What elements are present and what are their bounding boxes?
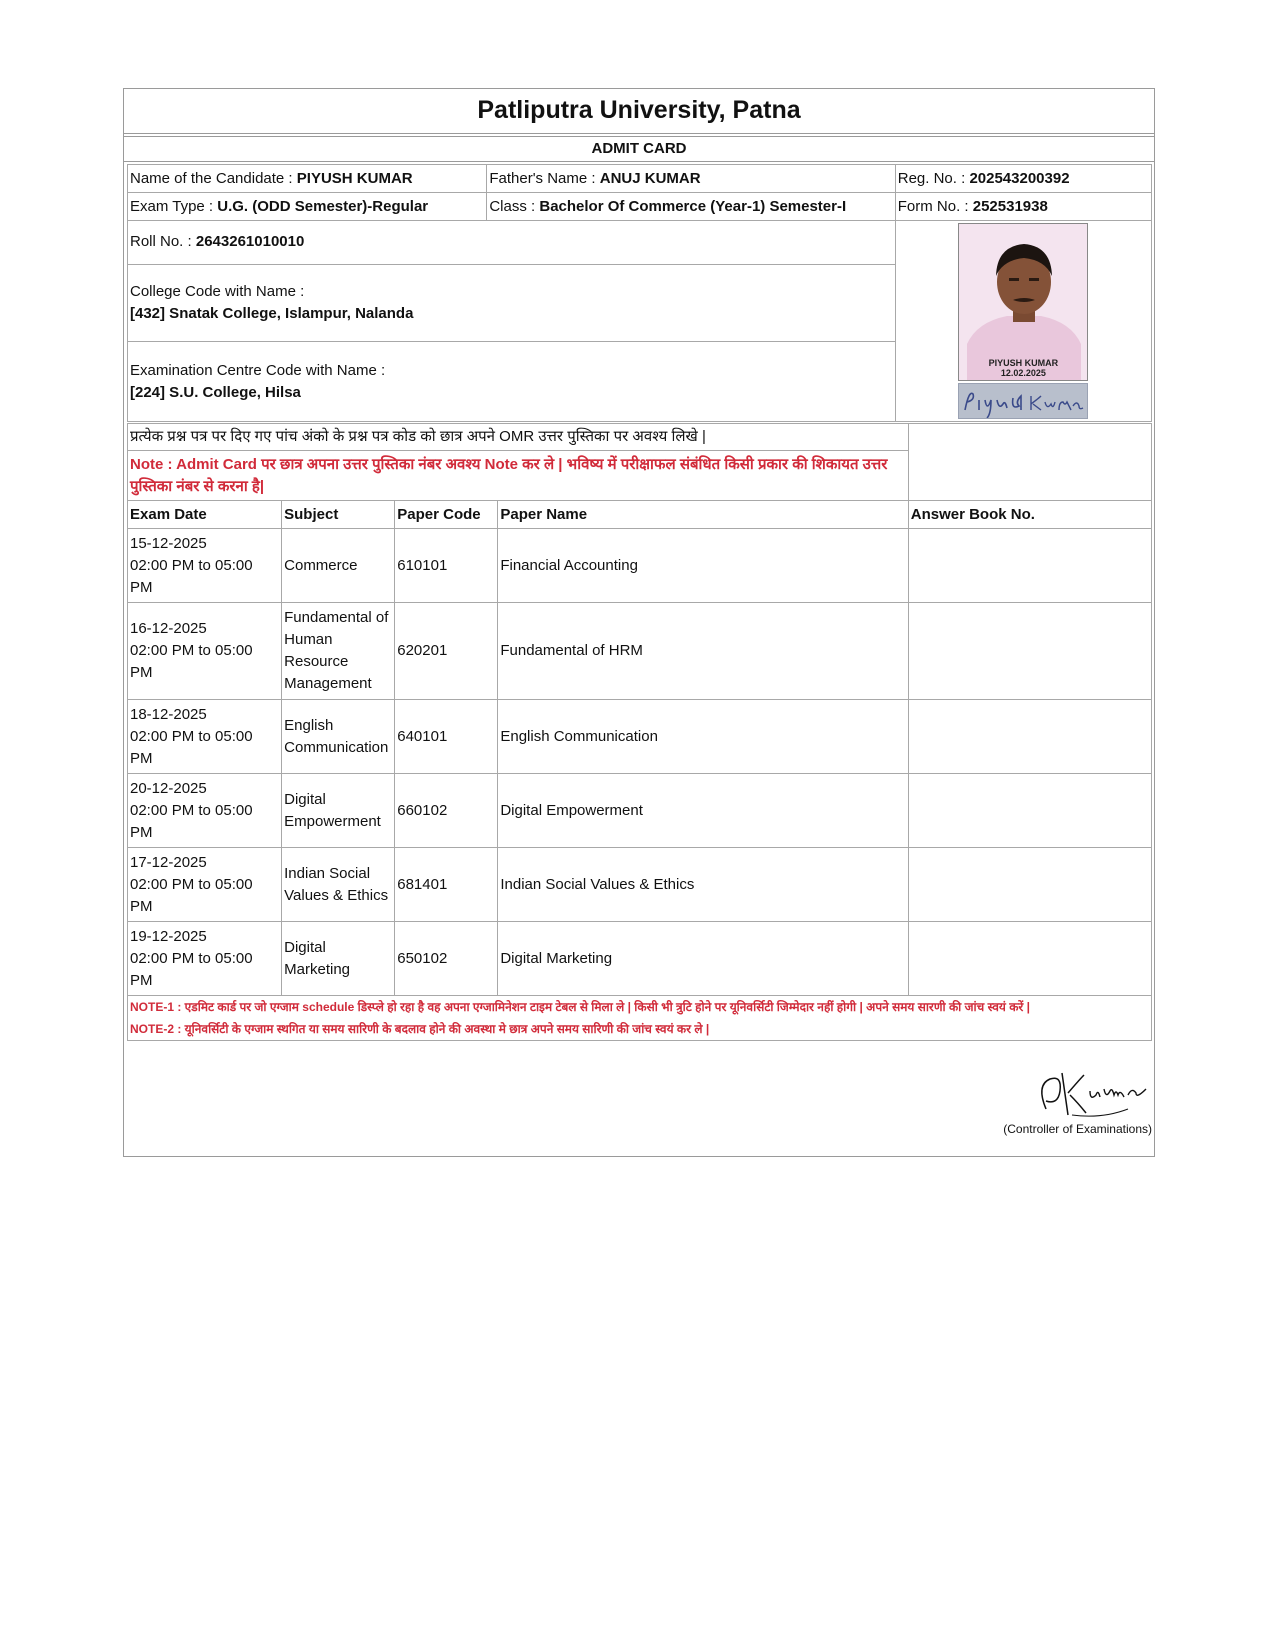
header-answer-book: Answer Book No. <box>908 501 1151 529</box>
table-row <box>128 774 1152 848</box>
exam-type: U.G. (ODD Semester)-Regular <box>217 197 429 215</box>
centre-label: Examination Centre Code with Name : <box>130 361 386 379</box>
paper-code-cell: 620201 <box>395 603 498 700</box>
header-paper-code: Paper Code <box>395 501 498 529</box>
roll-no: 2643261010010 <box>195 233 305 251</box>
exam-date-cell <box>128 529 282 603</box>
paper-name-cell: Indian Social Values & Ethics <box>498 848 908 922</box>
father-name-cell <box>487 165 895 193</box>
controller-signature-icon <box>1032 1065 1152 1119</box>
reg-no-cell <box>895 165 1151 193</box>
subject-cell: English Communication <box>282 700 395 774</box>
candidate-info-table <box>127 164 1152 422</box>
photo-cell <box>895 221 1151 422</box>
college-label: College Code with Name : <box>130 283 305 301</box>
subject-cell: Indian Social Values & Ethics <box>282 848 395 922</box>
exam-type-cell <box>128 193 487 221</box>
note-1: NOTE-1 : एडमिट कार्ड पर जो एग्जाम schedule डिस्प्ले हो रहा है वह अपना एग्जामिनेशन टाइम टेबल से मिला ले | किसी भी त्रुटि होने पर यूनिवर्सिटी जिम्मेदार नहीं होगी | अपने समय सारणी की जांच स्वयं करें | <box>130 1000 1031 1014</box>
subject-cell: Digital Marketing <box>282 922 395 996</box>
answer-book-cell <box>908 848 1151 922</box>
signature-icon <box>959 384 1087 418</box>
class-cell <box>487 193 895 221</box>
roll-no-cell <box>128 221 896 265</box>
college-cell <box>128 264 896 342</box>
reg-no: 202543200392 <box>969 169 1070 187</box>
exam-time: 02:00 PM to 05:00 PM <box>130 949 253 989</box>
exam-date-cell <box>128 848 282 922</box>
answer-book-note: Note : Admit Card पर छात्र अपना उत्तर पुस्तिका नंबर अवश्य Note कर ले | भविष्य में परीक्षाफल संबंधित किसी प्रकार की शिकायत उत्तर पुस्तिका नंबर से करना है| <box>128 451 909 501</box>
candidate-photo <box>958 223 1088 381</box>
instruction-blank-cell <box>908 424 1151 501</box>
subject-cell: Fundamental of Human Resource Management <box>282 603 395 700</box>
exam-date: 19-12-2025 <box>130 927 207 945</box>
college-name: [432] Snatak College, Islampur, Nalanda <box>130 305 414 323</box>
centre-cell <box>128 342 896 422</box>
photo-caption-date: 12.02.2025 <box>1000 368 1046 378</box>
answer-book-cell <box>908 922 1151 996</box>
paper-name-cell: Fundamental of HRM <box>498 603 908 700</box>
exam-time: 02:00 PM to 05:00 PM <box>130 727 253 767</box>
table-row <box>128 529 1152 603</box>
reg-no-label: Reg. No. : <box>897 169 970 187</box>
roll-no-label: Roll No. : <box>130 233 196 251</box>
omr-instruction: प्रत्येक प्रश्न पत्र पर दिए गए पांच अंको के प्रश्न पत्र कोड को छात्र अपने OMR उत्तर पुस्तिका पर अवश्य लिखे | <box>128 424 909 451</box>
paper-name-cell: English Communication <box>498 700 908 774</box>
subject-cell: Digital Empowerment <box>282 774 395 848</box>
answer-book-cell <box>908 529 1151 603</box>
exam-time: 02:00 PM to 05:00 PM <box>130 875 253 915</box>
exam-date: 16-12-2025 <box>130 620 207 637</box>
table-row <box>128 700 1152 774</box>
note-2: NOTE-2 : यूनिवर्सिटी के एग्जाम स्थगित या समय सारिणी के बदलाव होने की अवस्था मे छात्र अपने समय सारिणी की जांच स्वयं कर ले | <box>130 1022 710 1036</box>
photo-caption <box>959 358 1087 378</box>
exam-time: 02:00 PM to 05:00 PM <box>130 642 253 681</box>
header-paper-name: Paper Name <box>498 501 908 529</box>
exam-date-cell <box>128 603 282 700</box>
exam-date: 20-12-2025 <box>130 779 207 797</box>
paper-code-cell: 660102 <box>395 774 498 848</box>
exam-date: 18-12-2025 <box>130 705 207 723</box>
notes-cell <box>128 996 1152 1041</box>
exam-date-cell <box>128 774 282 848</box>
header-subject: Subject <box>282 501 395 529</box>
photo-caption-name: PIYUSH KUMAR <box>988 358 1059 368</box>
exam-type-label: Exam Type : <box>130 197 218 215</box>
table-row <box>128 922 1152 996</box>
controller-block <box>1003 1065 1152 1136</box>
father-name-label: Father's Name : <box>489 169 600 187</box>
paper-name-cell: Digital Empowerment <box>498 774 908 848</box>
class-value: Bachelor Of Commerce (Year-1) Semester-I <box>539 197 847 215</box>
answer-book-cell <box>908 774 1151 848</box>
table-row <box>128 603 1152 700</box>
admit-card <box>123 88 1155 1157</box>
subject-cell: Commerce <box>282 529 395 603</box>
exam-date: 15-12-2025 <box>130 534 207 552</box>
class-label: Class : <box>489 197 540 215</box>
paper-code-cell: 650102 <box>395 922 498 996</box>
answer-book-cell <box>908 603 1151 700</box>
table-row <box>128 848 1152 922</box>
answer-book-cell <box>908 700 1151 774</box>
schedule-header-row <box>128 501 1152 529</box>
paper-name-cell: Digital Marketing <box>498 922 908 996</box>
candidate-name-label: Name of the Candidate : <box>130 169 297 187</box>
exam-schedule-table <box>127 423 1152 1041</box>
paper-code-cell: 610101 <box>395 529 498 603</box>
form-no-label: Form No. : <box>897 197 973 215</box>
university-title: Patliputra University, Patna <box>124 89 1154 134</box>
paper-code-cell: 681401 <box>395 848 498 922</box>
form-no-cell <box>895 193 1151 221</box>
candidate-signature <box>958 383 1088 419</box>
candidate-name-cell <box>128 165 487 193</box>
exam-date-cell <box>128 700 282 774</box>
admit-card-heading: ADMIT CARD <box>124 136 1154 162</box>
exam-date: 17-12-2025 <box>130 853 207 871</box>
candidate-name: PIYUSH KUMAR <box>296 169 413 187</box>
header-exam-date: Exam Date <box>128 501 282 529</box>
paper-code-cell: 640101 <box>395 700 498 774</box>
centre-name: [224] S.U. College, Hilsa <box>130 383 301 401</box>
paper-name-cell: Financial Accounting <box>498 529 908 603</box>
exam-date-cell <box>128 922 282 996</box>
exam-time: 02:00 PM to 05:00 PM <box>130 801 253 841</box>
form-no: 252531938 <box>972 197 1048 215</box>
exam-time: 02:00 PM to 05:00 PM <box>130 556 253 596</box>
controller-label: (Controller of Examinations) <box>1003 1122 1152 1136</box>
father-name: ANUJ KUMAR <box>599 169 701 187</box>
